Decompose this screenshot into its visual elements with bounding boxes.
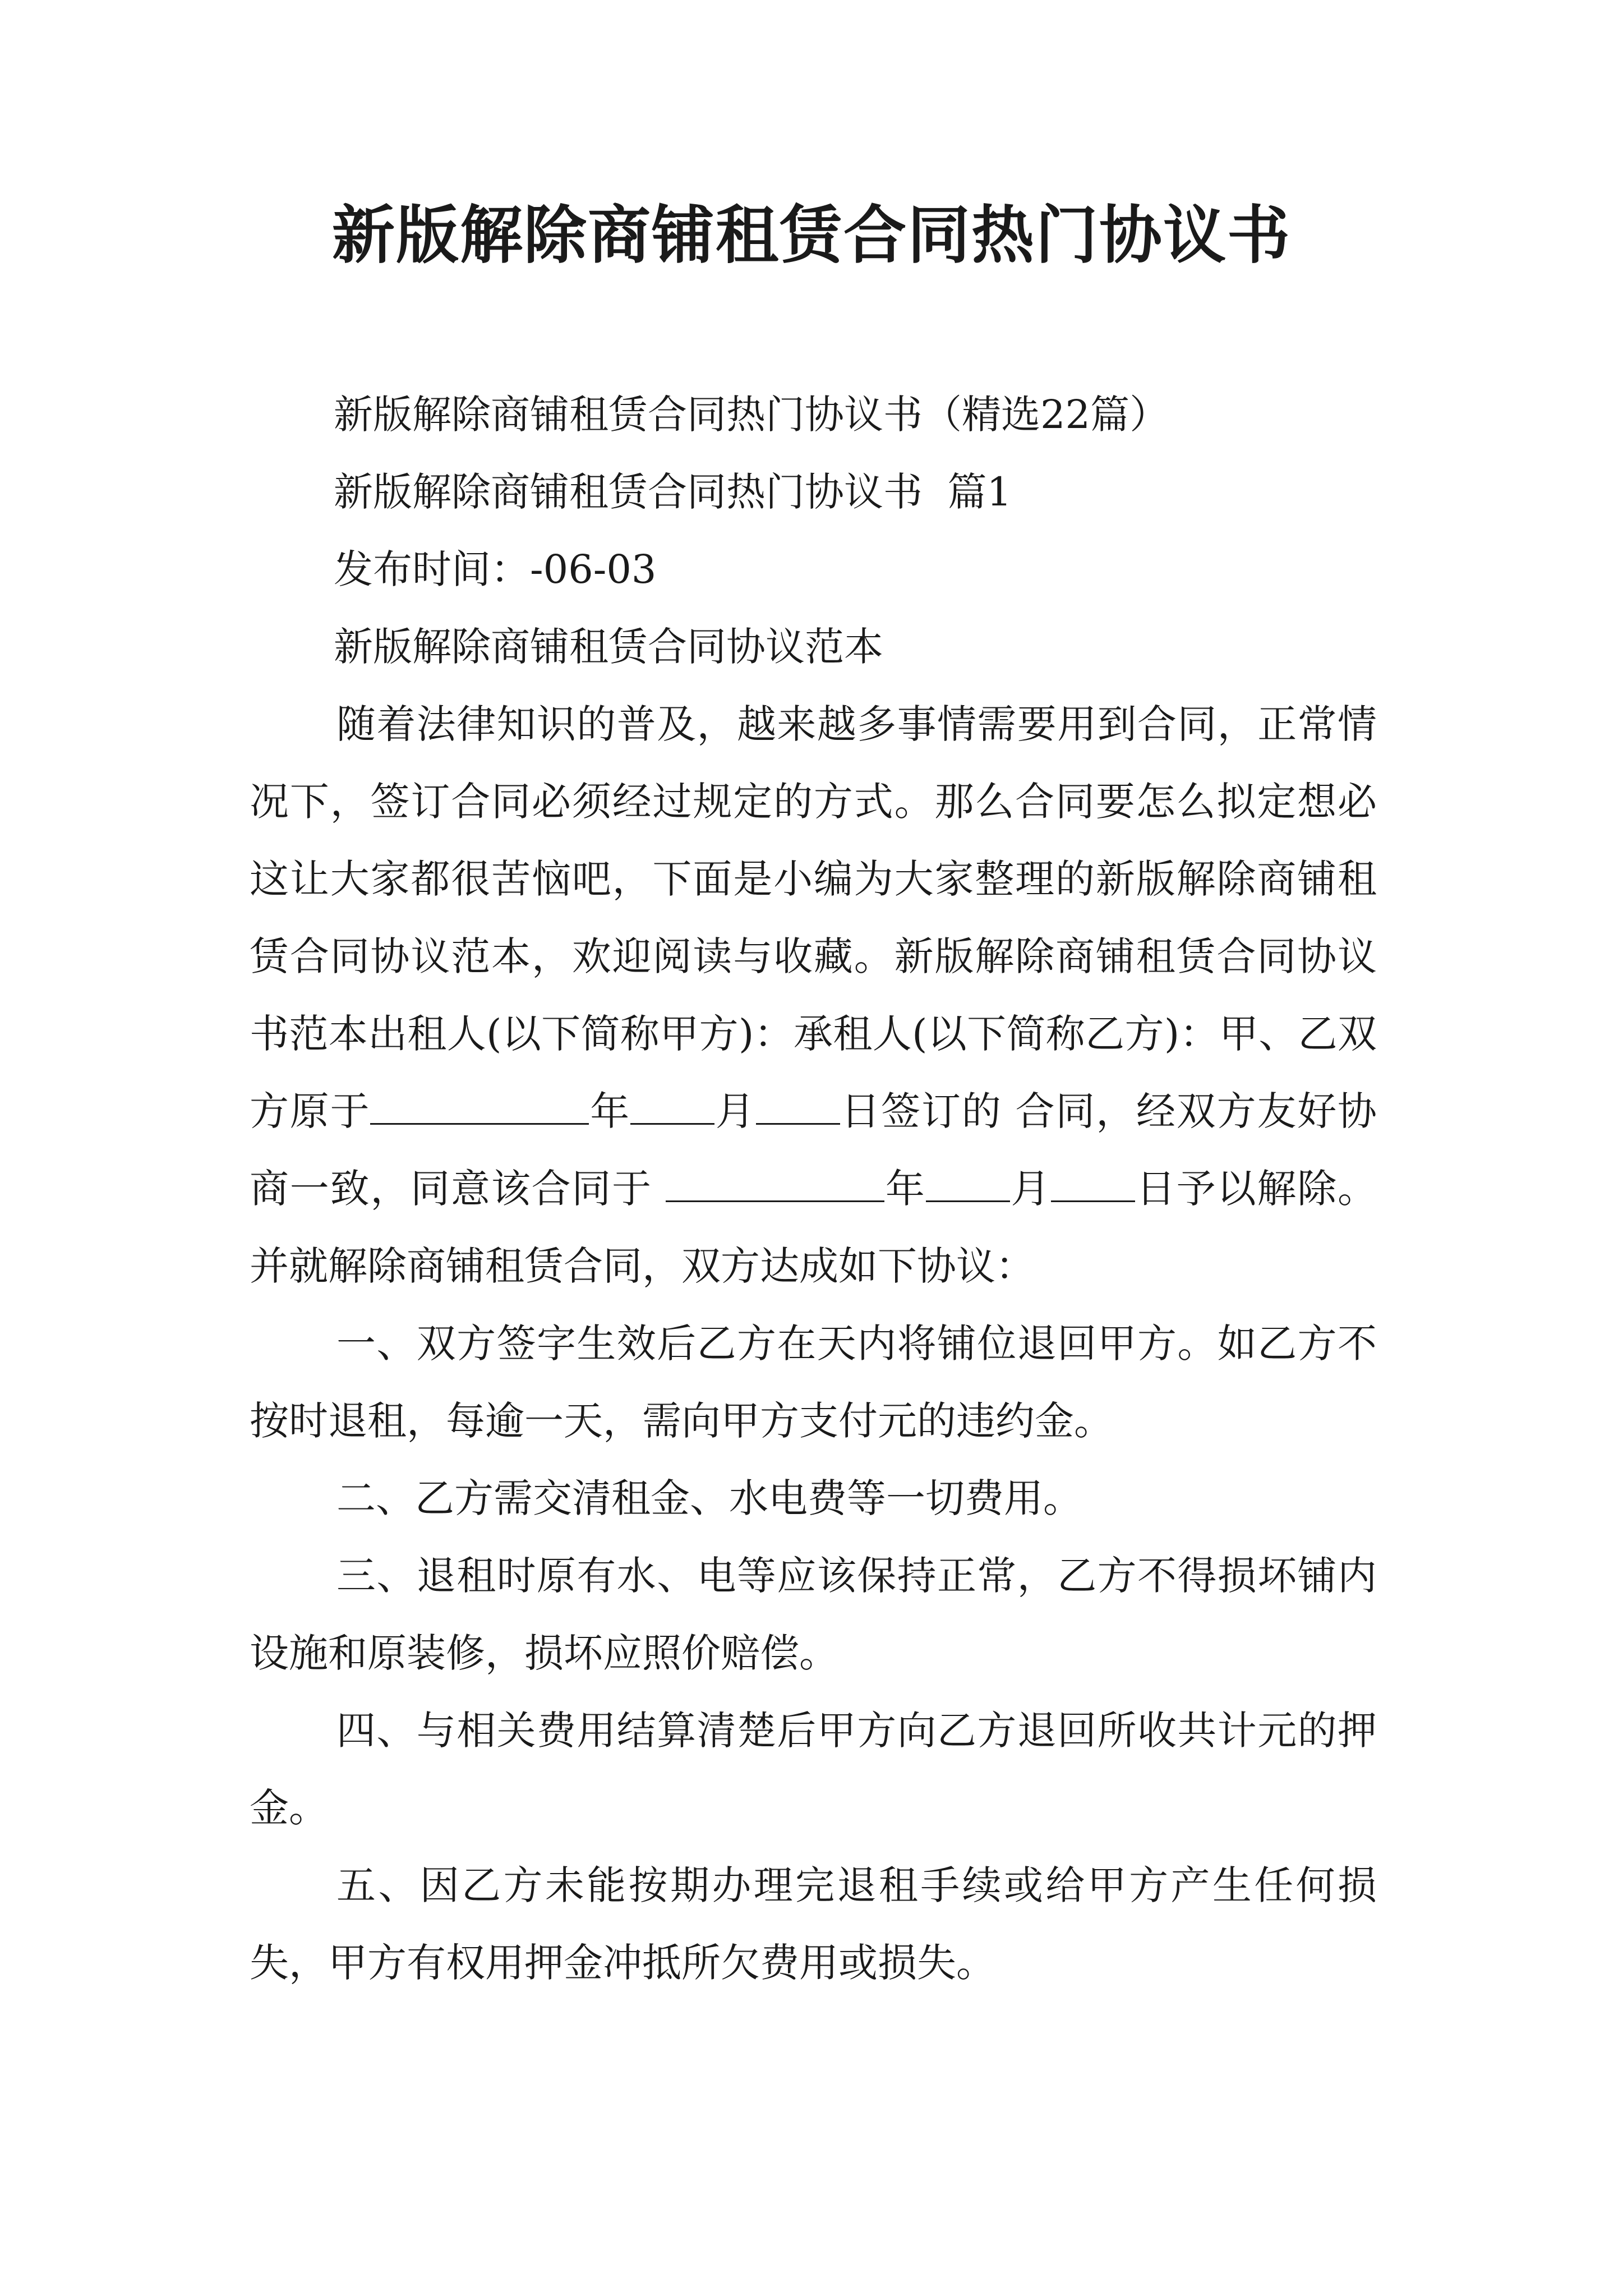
document-title: 新版解除商铺租赁合同热门协议书: [332, 199, 1291, 272]
intro-end: 日予以解除。并就解除商铺租赁合同，双方达成如下协议：: [250, 1166, 1377, 1289]
intro-month-label: 月: [714, 1088, 756, 1134]
clause-1: 一、双方签字生效后乙方在天内将铺位退回甲方。如乙方不按时退租，每逾一天，需向甲方支付元的违约金。: [250, 1320, 1377, 1444]
clause-5: 五、因乙方未能按期办理完退租手续或给甲方产生任何损失，甲方有权用押金冲抵所欠费用或损失。: [250, 1862, 1377, 1986]
blank-day: [756, 1088, 840, 1125]
publish-time: 发布时间：-06-03: [334, 546, 657, 592]
clause-2: 二、乙方需交清租金、水电费等一切费用。: [336, 1475, 1082, 1521]
intro-text: 随着法律知识的普及，越来越多事情需要用到合同，正常情况下，签订合同必须经过规定的方式。那么合同要怎么拟定想必这让大家都很苦恼吧，下面是小编为大家整理的新版解除商铺租赁合同协议范本，欢迎阅读与收藏。新版解除商铺租赁合同协议书范本出租人(以下简称甲方)：承租人(以下简称乙方)：甲、乙双方原于: [250, 701, 1377, 1134]
blank-day-2: [1051, 1165, 1135, 1202]
blank-month: [630, 1088, 714, 1125]
section-heading: 新版解除商铺租赁合同热门协议书 篇1: [334, 469, 1012, 515]
intro-paragraph: [250, 685, 1377, 1305]
document-body: [250, 376, 1377, 2001]
document-subtitle: 新版解除商铺租赁合同热门协议书（精选22篇）: [334, 392, 1169, 438]
intro-year-label-2: 年: [884, 1166, 926, 1212]
clause-3: 三、退租时原有水、电等应该保持正常，乙方不得损坏铺内设施和原装修，损坏应照价赔偿。: [250, 1553, 1377, 1676]
clause-4: 四、与相关费用结算清楚后甲方向乙方退回所收共计元的押金。: [250, 1708, 1377, 1831]
sample-title: 新版解除商铺租赁合同协议范本: [334, 624, 883, 670]
intro-day-sign: 日签订的 合同，经双方友好协商一致，同意该合同于: [250, 1088, 1377, 1212]
intro-month-label-2: 月: [1009, 1166, 1052, 1212]
blank-month-2: [926, 1165, 1010, 1202]
blank-year: [370, 1088, 589, 1125]
blank-year-2: [666, 1165, 884, 1202]
intro-year-label: 年: [589, 1088, 630, 1134]
